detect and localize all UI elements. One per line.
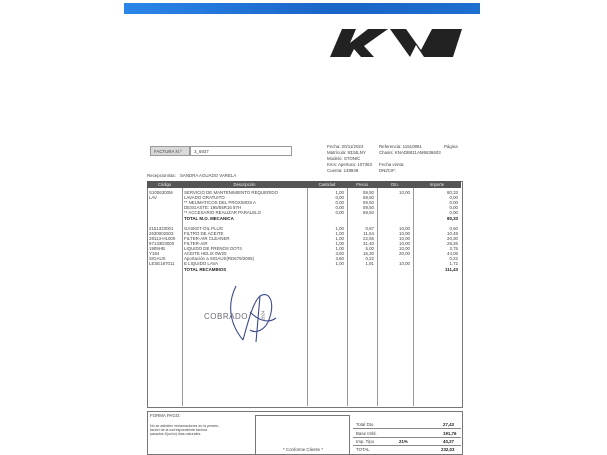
modelo: Modelo: STONIC	[327, 156, 361, 161]
table-cell: ** NEUMATICOS DEL PROXIMOS A	[184, 200, 256, 206]
totals-divider	[353, 445, 461, 454]
table-cell: DESGASTE: 195/55R16 87H	[184, 205, 242, 211]
receptionist-label: Recepcionista:	[147, 173, 176, 178]
table-cell: TOTAL RECAMBIOS	[184, 266, 227, 272]
table-cell: 10,00	[399, 190, 410, 195]
table-cell: E LIQUIDO LAVA	[184, 261, 218, 267]
table-cell: 1,72	[449, 261, 458, 267]
table-cell: 1,00	[335, 261, 344, 267]
dni: DNI/CIF:	[379, 168, 397, 173]
table-cell: 11,64	[363, 230, 374, 236]
chasis: Chasis: KNADB811AM6536603	[379, 150, 441, 155]
col-cantidad: Cantidad	[307, 181, 347, 188]
totals-divider	[353, 428, 461, 437]
table-cell: 0,00	[335, 205, 344, 211]
table-cell: 0,60	[449, 225, 458, 231]
table-cell: 0,00	[335, 200, 344, 206]
table-cell: 20,30	[447, 235, 458, 241]
iva-value: 40,27	[443, 439, 454, 444]
table-cell: 1,00	[335, 241, 344, 246]
fecha-venta: Fecha venta:	[379, 162, 405, 167]
table-cell: 1,00	[335, 235, 344, 241]
table-cell: 0,00	[449, 210, 458, 216]
table-cell: 59,50	[363, 205, 374, 211]
table-cell: 10,00	[399, 230, 410, 236]
pagina: Página	[444, 144, 458, 149]
table-cell: 1,91	[365, 261, 374, 267]
total-label: TOTAL	[356, 447, 370, 452]
table-cell: 15,30	[363, 251, 374, 257]
table-cell: 80,33	[447, 190, 458, 195]
table-cell: ACEITE HELIX 0W20	[184, 251, 227, 257]
fecha: Fecha: 20/11/2024	[327, 144, 364, 149]
table-cell: 0,00	[449, 200, 458, 206]
col-precio: Precio	[347, 181, 377, 188]
table-cell: 3,75	[449, 246, 458, 252]
table-cell: LIQUIDO DE FRENOS DOT4	[184, 246, 242, 252]
table-cell: 10,00	[399, 241, 410, 246]
table-cell: Y194	[149, 251, 160, 257]
stamp-text: COBRADO	[204, 312, 248, 321]
base-label: Base Imbl.	[356, 431, 377, 436]
table-cell: 0,00	[335, 210, 344, 216]
col-divider	[413, 188, 414, 406]
table-cell: 31,40	[363, 241, 374, 246]
table-cell: 10,00	[399, 261, 410, 267]
forma-pago: FORMA PAGO:	[150, 413, 181, 418]
table-cell: 1905HB	[149, 246, 165, 252]
table-cell: 0,00	[449, 205, 458, 211]
brand-color-bar	[124, 3, 480, 14]
col-descripcion: Descripción	[182, 181, 307, 188]
invoice-label: FACTURA N.º	[154, 148, 182, 154]
table-cell: 3,60	[335, 251, 344, 257]
table-cell: LAV	[149, 195, 157, 201]
table-cell: 28113-H1000	[149, 235, 176, 241]
table-cell: 10,00	[399, 235, 410, 241]
table-cell: 111,43	[445, 266, 458, 272]
footer-note-2: tación de la correspondiente factura	[150, 428, 208, 432]
table-cell: FILTER-AIR	[184, 241, 208, 246]
table-cell: 1,00	[335, 246, 344, 252]
referencia: Referencia: 11510881	[379, 144, 422, 149]
conforme-cliente: * Conforme Cliente *	[283, 447, 324, 452]
table-cell: SIGAUS	[149, 256, 166, 262]
table-cell: 20,00	[399, 251, 410, 257]
table-cell: 10,00	[399, 225, 410, 231]
table-cell: LAVADO GRATUITO	[184, 195, 225, 201]
col-divider	[182, 188, 183, 406]
table-cell: LESE187011	[149, 261, 175, 267]
table-cell: 0,22	[365, 256, 374, 262]
table-cell: 97133D3000	[149, 241, 175, 246]
total-dto-label: Total Dto.	[356, 422, 375, 427]
col-divider	[377, 188, 378, 406]
footer-note-3: pasados 8(ocho) días naturales.	[150, 432, 202, 436]
table-cell: 80,33	[447, 215, 458, 221]
iva-label: Imp. Tipo	[356, 439, 375, 444]
iva-percent: 21%	[399, 439, 408, 444]
receptionist-name: SANDRA AGUADO VARELA	[180, 173, 237, 178]
table-cell: 22,55	[363, 235, 374, 241]
col-codigo: Código	[147, 181, 182, 188]
table-cell: ** ACCESARIO REALIZAR PARALELO	[184, 210, 262, 216]
kms: Kms: Apertura: 107363	[327, 162, 372, 167]
table-cell: TOTAL M.O. MECANICA	[184, 215, 234, 221]
table-cell: 28,26	[447, 241, 458, 246]
table-cell: 1,00	[335, 190, 344, 195]
matricula: Matrícula: 9334LNY	[327, 150, 366, 155]
invoice-number-box	[190, 146, 292, 156]
table-cell: 5,00	[365, 246, 374, 252]
table-cell: FILTER-AIR CLEANER	[184, 235, 230, 241]
cuenta: Cuenta: 148948	[327, 168, 359, 173]
col-importe: Importe	[413, 181, 461, 188]
total-value: 232,03	[441, 447, 455, 452]
invoice-label-box	[150, 146, 190, 156]
table-cell: 59,50	[363, 195, 374, 201]
table-cell: 10,48	[447, 230, 458, 236]
table-cell: 59,50	[363, 210, 374, 216]
table-cell: 0,67	[365, 225, 374, 231]
col-divider	[347, 188, 348, 406]
table-cell: 0,00	[449, 195, 458, 201]
table-cell: 10,00	[399, 246, 410, 252]
table-cell: 44,06	[447, 251, 458, 257]
table-cell: FILTRO DE ACEITE	[184, 230, 224, 236]
table-cell: 59,50	[363, 190, 374, 195]
table-cell: 1,00	[335, 230, 344, 236]
stamp-year: 2024	[260, 310, 266, 321]
invoice-number: 3_6837	[194, 148, 209, 154]
table-cell: S1006300M	[149, 190, 173, 195]
table-cell: 3,60	[335, 256, 344, 262]
table-cell: Aportación a SIGAUS(RD679/2006)	[184, 256, 255, 262]
table-cell: 59,50	[363, 200, 374, 206]
kia-logo	[328, 26, 463, 60]
table-cell: 1,00	[335, 225, 344, 231]
table-cell: 2151323001	[149, 225, 174, 231]
table-cell: 0,00	[335, 195, 344, 201]
col-dto: Dto.	[377, 181, 413, 188]
table-cell: 0,22	[449, 256, 458, 262]
total-dto-value: 27,43	[443, 422, 454, 427]
table-cell: SERVICIO DE MANTENIMIENTO REQUERIDO	[184, 190, 279, 195]
base-value: 191,76	[443, 431, 457, 436]
table-cell: GASKET-OIL PLUG	[184, 225, 224, 231]
table-cell: 2630002503	[149, 230, 174, 236]
footer-note-1: No se admiten reclamaciones en la presen-	[150, 424, 220, 428]
